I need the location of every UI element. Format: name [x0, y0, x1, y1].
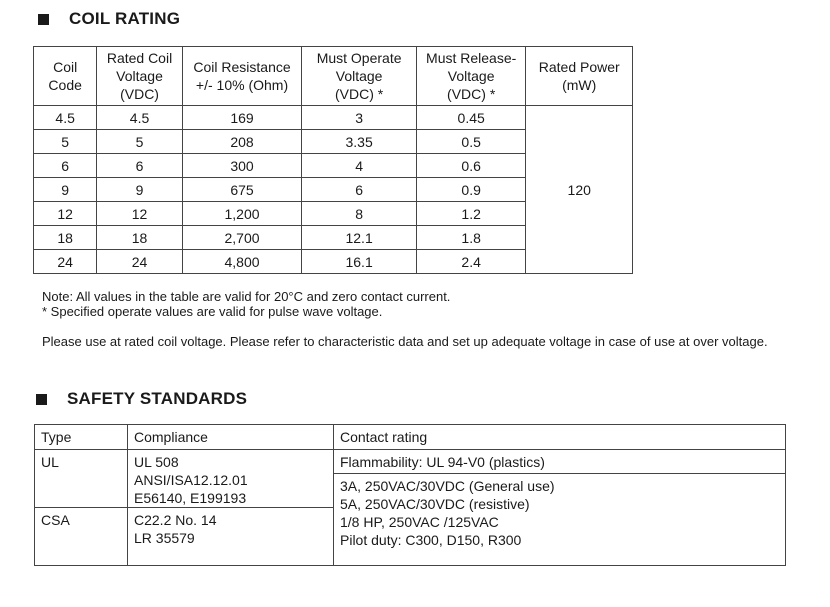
cell-operate-voltage: 3.35 — [302, 130, 417, 154]
cell-rated-voltage: 12 — [97, 202, 182, 226]
square-bullet-icon — [38, 14, 49, 25]
cell-coil-code: 6 — [34, 154, 97, 178]
header-compliance: Compliance — [128, 425, 334, 450]
cell-resistance: 675 — [182, 178, 302, 202]
cell-type-csa: CSA — [35, 508, 128, 566]
cell-coil-code: 18 — [34, 226, 97, 250]
header-must-operate-voltage: Must Operate Voltage (VDC) * — [302, 47, 417, 106]
cell-rated-power: 120 — [526, 106, 633, 274]
note-pulse-wave: * Specified operate values are valid for pulse wave voltage. — [42, 304, 383, 319]
cell-coil-code: 5 — [34, 130, 97, 154]
cell-release-voltage: 0.5 — [416, 130, 526, 154]
cell-release-voltage: 1.2 — [416, 202, 526, 226]
table-row — [34, 106, 633, 130]
cell-operate-voltage: 3 — [302, 106, 417, 130]
cell-flammability: Flammability: UL 94-V0 (plastics) — [334, 450, 786, 474]
cell-resistance: 2,700 — [182, 226, 302, 250]
header-rated-coil-voltage: Rated Coil Voltage (VDC) — [97, 47, 182, 106]
header-coil-resistance: Coil Resistance +/- 10% (Ohm) — [182, 47, 302, 106]
cell-rated-voltage: 18 — [97, 226, 182, 250]
table-header-row — [35, 425, 786, 450]
cell-operate-voltage: 12.1 — [302, 226, 417, 250]
cell-resistance: 1,200 — [182, 202, 302, 226]
cell-operate-voltage: 16.1 — [302, 250, 417, 274]
cell-operate-voltage: 8 — [302, 202, 417, 226]
cell-release-voltage: 2.4 — [416, 250, 526, 274]
cell-coil-code: 12 — [34, 202, 97, 226]
table-row — [35, 450, 786, 474]
coil-rating-table — [33, 46, 633, 274]
header-must-release-voltage: Must Release- Voltage (VDC) * — [416, 47, 526, 106]
cell-rated-voltage: 9 — [97, 178, 182, 202]
cell-coil-code: 4.5 — [34, 106, 97, 130]
coil-rating-title: COIL RATING — [69, 9, 181, 28]
cell-resistance: 4,800 — [182, 250, 302, 274]
cell-resistance: 169 — [182, 106, 302, 130]
cell-release-voltage: 0.6 — [416, 154, 526, 178]
cell-resistance: 208 — [182, 130, 302, 154]
header-coil-code: Coil Code — [34, 47, 97, 106]
cell-rated-voltage: 24 — [97, 250, 182, 274]
note-rated-voltage: Please use at rated coil voltage. Please refer to characteristic data and set up adequate voltage in case of use at over voltage. — [42, 334, 768, 349]
cell-type-ul: UL — [35, 450, 128, 508]
cell-coil-code: 24 — [34, 250, 97, 274]
header-rated-power: Rated Power (mW) — [526, 47, 633, 106]
cell-resistance: 300 — [182, 154, 302, 178]
safety-standards-title: SAFETY STANDARDS — [67, 389, 248, 408]
cell-rated-voltage: 5 — [97, 130, 182, 154]
cell-contact-rating: 3A, 250VAC/30VDC (General use) 5A, 250VAC/30VDC (resistive) 1/8 HP, 250VAC /125VAC Pilot duty: C300, D150, R300 — [334, 474, 786, 566]
cell-coil-code: 9 — [34, 178, 97, 202]
header-type: Type — [35, 425, 128, 450]
header-contact-rating: Contact rating — [334, 425, 786, 450]
cell-operate-voltage: 6 — [302, 178, 417, 202]
cell-rated-voltage: 6 — [97, 154, 182, 178]
cell-rated-voltage: 4.5 — [97, 106, 182, 130]
square-bullet-icon — [36, 394, 47, 405]
cell-operate-voltage: 4 — [302, 154, 417, 178]
cell-release-voltage: 0.9 — [416, 178, 526, 202]
cell-release-voltage: 0.45 — [416, 106, 526, 130]
cell-compliance-ul: UL 508 ANSI/ISA12.12.01 E56140, E199193 — [128, 450, 334, 508]
safety-standards-heading — [36, 389, 247, 409]
cell-compliance-csa: C22.2 No. 14 LR 35579 — [128, 508, 334, 566]
coil-rating-heading — [38, 9, 180, 29]
safety-standards-table — [34, 424, 786, 566]
note-temperature: Note: All values in the table are valid for 20°C and zero contact current. — [42, 289, 451, 304]
cell-release-voltage: 1.8 — [416, 226, 526, 250]
table-header-row — [34, 47, 633, 106]
